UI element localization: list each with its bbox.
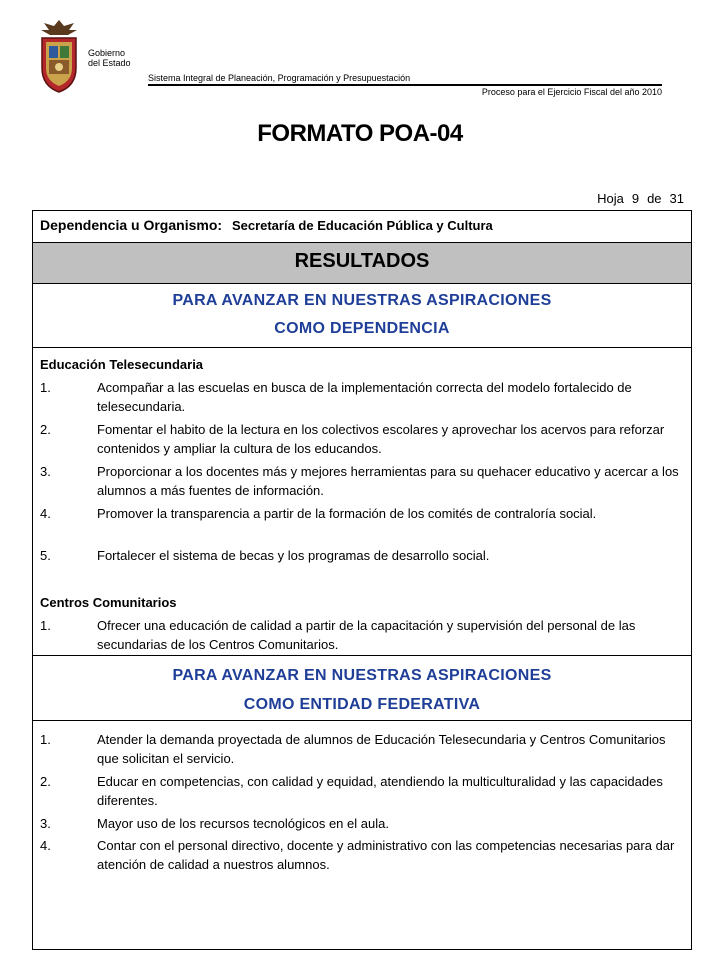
item-text: Atender la demanda proyectada de alumnos de Educación Telesecundaria y Centros Comunitarios que solicitan el servicio.	[97, 732, 666, 766]
sheet-number	[560, 191, 684, 206]
item-number: 1.	[40, 380, 51, 395]
item-text: Fortalecer el sistema de becas y los programas de desarrollo social.	[97, 548, 490, 563]
results-heading: RESULTADOS	[294, 250, 430, 272]
list-item	[40, 616, 685, 654]
item-number: 5.	[40, 548, 51, 563]
gov-line1: Gobierno	[88, 48, 126, 58]
government-label	[88, 48, 131, 68]
divider	[32, 347, 692, 348]
item-number: 3.	[40, 816, 51, 831]
state-seal-icon	[36, 18, 82, 94]
divider	[32, 720, 692, 721]
item-number: 3.	[40, 464, 51, 479]
page-title: FORMATO POA-04	[257, 120, 463, 147]
section1-heading-line1: PARA AVANZAR EN NUESTRAS ASPIRACIONES	[172, 292, 552, 309]
group-title: Centros Comunitarios	[40, 595, 177, 610]
sheet-total: 31	[669, 191, 684, 206]
item-number: 1.	[40, 618, 51, 633]
process-label: Proceso para el Ejercicio Fiscal del año 2010	[481, 87, 662, 97]
item-number: 2.	[40, 774, 51, 789]
item-text: Fomentar el habito de la lectura en los colectivos escolares y aprovechar los acervos para reforzar contenidos y ampliar la cultura de los educandos.	[97, 422, 665, 456]
dependency-label: Dependencia u Organismo:	[40, 217, 223, 233]
sheet-label: Hoja	[597, 191, 624, 206]
header-rule	[148, 84, 662, 86]
item-text: Mayor uso de los recursos tecnológicos en el aula.	[97, 816, 389, 831]
divider	[32, 283, 692, 284]
section2-heading-line2: COMO ENTIDAD FEDERATIVA	[243, 696, 481, 713]
list-item	[40, 504, 685, 523]
list-item	[40, 420, 685, 458]
item-text: Contar con el personal directivo, docente y administrativo con las competencias necesarias para dar atención de calidad a nuestros alumnos.	[97, 838, 675, 872]
list-item	[40, 814, 685, 833]
list-item	[40, 546, 685, 565]
dependency-row	[40, 217, 690, 233]
item-text: Proporcionar a los docentes más y mejores herramientas para su quehacer educativo y acercar a los alumnos a más fuentes de información.	[97, 464, 679, 498]
list-item	[40, 730, 685, 768]
item-text: Acompañar a las escuelas en busca de la implementación correcta del modelo fortalecido de telesecundaria.	[97, 380, 632, 414]
dependency-value: Secretaría de Educación Pública y Cultura	[231, 218, 493, 233]
item-number: 1.	[40, 732, 51, 747]
item-text: Educar en competencias, con calidad y equidad, atendiendo la multiculturalidad y las capacidades diferentes.	[97, 774, 663, 808]
section1-heading-line2: COMO DEPENDENCIA	[274, 320, 450, 337]
list-item	[40, 378, 685, 416]
sheet-current: 9	[631, 191, 640, 206]
item-text: Ofrecer una educación de calidad a partir de la capacitación y supervisión del personal de las secundarias de los Centros Comunitarios.	[97, 618, 636, 652]
item-text: Promover la transparencia a partir de la formación de los comités de contraloría social.	[97, 506, 597, 521]
list-item	[40, 462, 685, 500]
list-item	[40, 836, 685, 874]
system-name: Sistema Integral de Planeación, Programación y Presupuestación	[148, 73, 411, 83]
divider	[32, 655, 692, 656]
item-number: 4.	[40, 506, 51, 521]
group-title: Educación Telesecundaria	[40, 357, 204, 372]
item-number: 4.	[40, 838, 51, 853]
item-number: 2.	[40, 422, 51, 437]
section2-heading-line1: PARA AVANZAR EN NUESTRAS ASPIRACIONES	[172, 667, 552, 684]
list-item	[40, 772, 685, 810]
sheet-of-label: de	[647, 191, 662, 206]
gov-line2: del Estado	[88, 58, 131, 68]
